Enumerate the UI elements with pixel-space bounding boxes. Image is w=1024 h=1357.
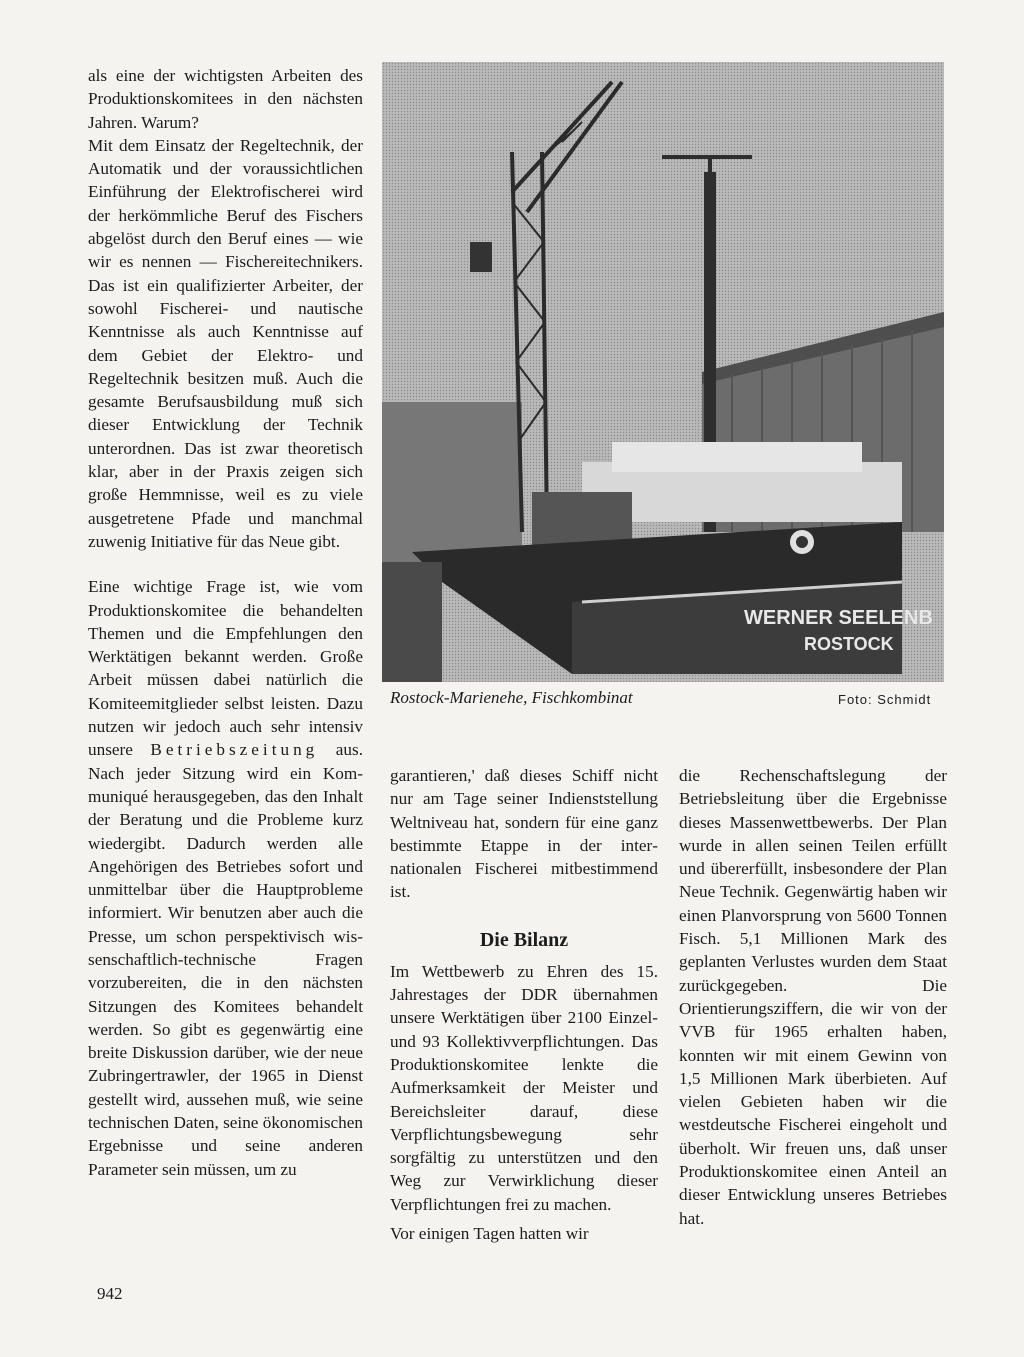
left-text-column xyxy=(88,64,363,1181)
ship-name: WERNER SEELENB xyxy=(744,607,933,629)
harbor-photo xyxy=(382,62,944,682)
ship-port: ROSTOCK xyxy=(804,634,894,654)
paragraph: garantieren,' daß dieses Schiff nicht nur am Tage seiner Indienststellung Weltniveau hat, sondern für eine ganz bestimmte Etappe in der internationalen Fischerei mitbestimmend ist. xyxy=(390,766,658,902)
text-run: Eine wichtige Frage ist, wie vom Produktionskomitee die behandelten Themen und die Empfehlungen den Werktätigen bekannt werden. Große Arbeit müssen dabei natürlich die Komiteemitglieder selbst leisten. Dazu nutzen wir jedoch auch sehr intensiv unsere xyxy=(88,577,363,760)
text-run: aus. Nach jeder Sitzung wird ein Kommuniqué herausgegeben, das den Inhalt der Beratung und die Probleme kurz wiedergibt. Dadurch werden alle Angehörigen des Betriebes sofort und unmittelbar über die Hauptprobleme informiert. Wir benutzen aber auch die Presse, um schon perspektivisch wissenschaftlich-technische Fragen vorzubereiten, die in den nächsten Sitzungen des Komitees behandelt werden. So gibt es gegenwärtig eine breite Diskussion darüber, wie der neue Zubringertrawler, der 1965 in Dienst gestellt wird, aussehen muß, wie seine technischen Daten, seine ökonomischen Ergebnisse und seine anderen Parameter sein müssen, um zu xyxy=(88,740,363,1179)
paragraph: die Rechenschaftslegung der Betriebsleitung über die Ergebnisse dieses Massenwettbewerbs. Der Plan wurde in allen seinen Teilen erfüllt und übererfüllt, insbesondere der Plan Neue Technik. Gegenwärtig haben wir einen Planvorsprung von 5600 Tonnen Fisch. 5,1 Millionen Mark des geplanten Verlustes wurden dem Staat zurückgegeben. Die Orientierungsziffern, die wir von der VVB für 1965 erhalten haben, konnten wir mit einem Gewinn von 1,5 Millionen Mark überbieten. Auf vielen Gebieten haben wir die westdeutsche Fischerei eingeholt und überholt. Wir freuen uns, daß unser Produktionskomitee einen Anteil an dieser Entwicklung unseres Betriebes hat. xyxy=(679,766,947,1228)
paragraph: Im Wettbewerb zu Ehren des 15. Jahrestages der DDR übernahmen unsere Werktätigen über 2100 Einzel- und 93 Kollektivverpflichtungen. Das Produktionskomitee lenkte die Aufmerksamkeit der Meister und Bereichsleiter darauf, diese Verpflichtungsbewegung sehr sorgfältig zu unterstützen und den Weg zur Verwirklichung dieser Verpflichtungen frei zu machen. xyxy=(390,961,658,1214)
ship-illustration xyxy=(382,62,944,682)
middle-text-column xyxy=(390,764,658,1245)
paragraph: Vor einigen Tagen hatten wir xyxy=(390,1224,589,1244)
paragraph xyxy=(88,575,363,1181)
photo-credit: Foto: Schmidt xyxy=(838,692,932,707)
right-text-column xyxy=(679,764,947,1230)
page-number: 942 xyxy=(97,1284,123,1303)
spaced-term: Betriebszeitung xyxy=(150,740,319,760)
photo-caption: Rostock-Marienehe, Fischkombinat xyxy=(390,688,633,707)
section-heading: Die Bilanz xyxy=(479,928,569,951)
paragraph: Mit dem Einsatz der Regeltechnik, der Automatik und der voraussichtlichen Einführung der Elektrofischerei wird der herkömmliche Beruf des Fischers abgelöst durch den Beruf eines — wie wir es nennen — Fischereitechnikers. Das ist ein qualifizierter Arbeiter, der sowohl Fischerei- und nautische Kenntnisse als auch Kenntnisse auf dem Gebiet der Elektro- und Regeltechnik besitzen muß. Auch die gesamte Berufsausbildung muß sich dieser Entwicklung der Technik unterordnen. Das ist zwar theoretisch klar, aber in der Praxis zeigen sich große Hemmnisse, weil es zu viele ausgetretene Pfade und manchmal zuwenig Initiative für das Neue gibt. xyxy=(88,135,363,551)
paragraph: als eine der wichtigsten Arbeiten des Produktionskomitees in den nächsten Jahren. Warum? xyxy=(88,66,363,132)
